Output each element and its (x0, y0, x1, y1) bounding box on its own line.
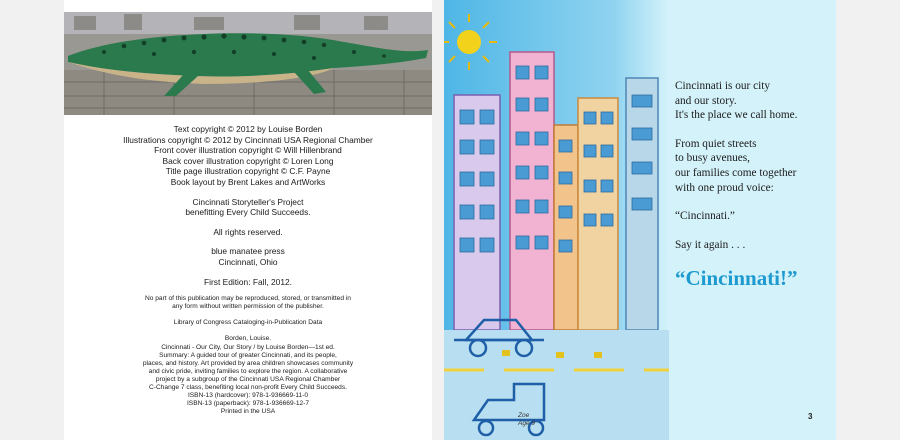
story-line: Cincinnati is our city (675, 80, 771, 92)
cip-block (64, 335, 432, 416)
artist-credit (518, 412, 535, 428)
cip-line: ISBN-13 (paperback): 978-1-936669-12-7 (186, 400, 310, 408)
project-line: benefitting Every Child Succeeds. (185, 207, 311, 218)
copyright-page (64, 0, 432, 440)
page-number: 3 (808, 412, 813, 421)
legal-block (64, 295, 432, 311)
credit-line: Back cover illustration copyright © Loren Long (162, 155, 334, 166)
dinosaur-sculpture-photo (64, 12, 432, 115)
artist-name: Zoe (518, 412, 530, 419)
legal-line: any form without written permission of the publisher. (172, 303, 324, 311)
publisher-line: Cincinnati, Ohio (218, 256, 278, 267)
cip-line: places, and history. Art provided by area children showcases community (142, 359, 354, 367)
cip-line: Summary: A guided tour of greater Cincinnati, and its people, (159, 351, 337, 359)
cip-line: Cincinnati - Our City, Our Story / by Louise Borden—1st ed. (161, 343, 335, 351)
project-block (64, 197, 432, 218)
credit-line: Book layout by Brent Lakes and ArtWorks (170, 176, 326, 187)
dinosaur-photo-art (64, 12, 432, 115)
publisher-block (64, 246, 432, 267)
story-quote: “Cincinnati.” (675, 210, 735, 223)
story-line: our families come together (675, 166, 797, 179)
credit-line: Front cover illustration copyright © Will Hillenbrand (154, 145, 342, 156)
rights-line: All rights reserved. (213, 226, 283, 237)
credit-line: Title page illustration copyright © C.F. Payne (165, 166, 331, 177)
cip-line: C-Change 7 class, benefiting local non-profit Every Child Succeeds. (149, 383, 347, 391)
story-again: Say it again . . . (675, 238, 746, 251)
story-paragraph-1 (675, 79, 836, 123)
child-crayon-drawing (444, 0, 669, 440)
legal-line: No part of this publication may be reproduced, stored, or transmitted in (145, 295, 351, 303)
story-line: with one proud voice: (675, 181, 774, 194)
project-line: Cincinnati Storyteller's Project (192, 196, 304, 207)
cip-heading: Library of Congress Cataloging-in-Publication Data (173, 319, 323, 327)
cip-line: and civic pride, inviting families to explore the region. A collaborative (148, 367, 348, 375)
story-line: and our story. (675, 94, 737, 107)
artist-age: Age 9 (518, 420, 535, 427)
story-line: It's the place we call home. (675, 109, 798, 122)
story-page (444, 0, 836, 440)
copyright-text (64, 124, 432, 416)
credits-block (64, 124, 432, 188)
street (444, 330, 669, 440)
cip-line: Printed in the USA (220, 408, 276, 416)
story-line: to busy avenues, (675, 152, 750, 165)
story-shout: “Cincinnati!” (675, 266, 798, 291)
story-text (675, 79, 836, 290)
publisher-line: blue manatee press (211, 246, 285, 257)
cip-line: project by a subgroup of the Cincinnati USA Regional Chamber (155, 375, 341, 383)
cip-line: Borden, Louise. (224, 335, 272, 343)
cip-line: ISBN-13 (hardcover): 978-1-936669-11-0 (187, 392, 309, 400)
story-paragraph-2 (675, 137, 836, 195)
story-line: From quiet streets (675, 137, 757, 150)
credit-line: Illustrations copyright © 2012 by Cincinnati USA Regional Chamber (123, 134, 373, 145)
credit-line: Text copyright © 2012 by Louise Borden (173, 124, 323, 134)
edition-line: First Edition: Fall, 2012. (204, 276, 292, 287)
